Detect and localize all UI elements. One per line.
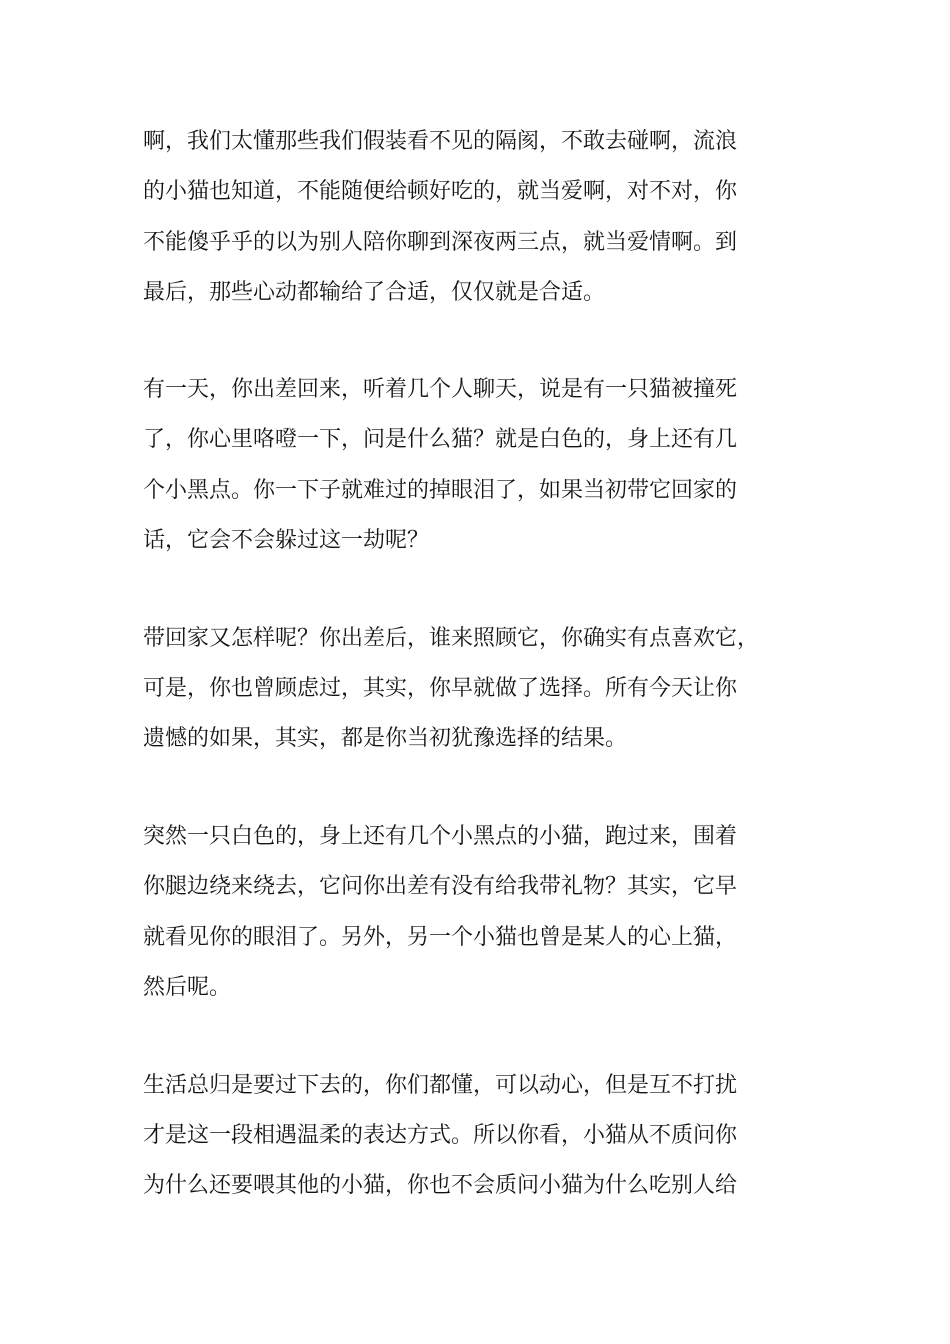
paragraph-3-line-1: 带回家又怎样呢？你出差后，谁来照顾它，你确实有点喜欢它， (143, 626, 760, 651)
paragraph-4-line-4: 然后呢。 (143, 975, 232, 1000)
paragraph-2-line-2: 了，你心里咯噔一下，问是什么猫？就是白色的，身上还有几 (143, 427, 738, 452)
paragraph-1-line-3: 不能傻乎乎的以为别人陪你聊到深夜两三点，就当爱情啊。到 (143, 230, 738, 255)
paragraph-4-line-3: 就看见你的眼泪了。另外，另一个小猫也曾是某人的心上猫， (143, 925, 738, 950)
paragraph-4-line-2: 你腿边绕来绕去，它问你出差有没有给我带礼物？其实，它早 (143, 874, 738, 899)
paragraph-3-line-3: 遗憾的如果，其实，都是你当初犹豫选择的结果。 (143, 726, 628, 751)
paragraph-1-line-4: 最后，那些心动都输给了合适，仅仅就是合适。 (143, 280, 606, 305)
paragraph-2-line-4: 话，它会不会躲过这一劫呢？ (143, 528, 430, 553)
paragraph-5-line-2: 才是这一段相遇温柔的表达方式。所以你看，小猫从不质问你 (143, 1123, 738, 1148)
paragraph-1-line-2: 的小猫也知道，不能随便给顿好吃的，就当爱啊，对不对，你 (143, 179, 738, 204)
paragraph-5-line-3: 为什么还要喂其他的小猫，你也不会质问小猫为什么吃别人给 (143, 1173, 738, 1198)
paragraph-2-line-1: 有一天，你出差回来，听着几个人聊天，说是有一只猫被撞死 (143, 377, 738, 402)
paragraph-4-line-1: 突然一只白色的，身上还有几个小黑点的小猫，跑过来，围着 (143, 824, 738, 849)
paragraph-5-line-1: 生活总归是要过下去的，你们都懂，可以动心，但是互不打扰 (143, 1073, 738, 1098)
paragraph-2-line-3: 个小黑点。你一下子就难过的掉眼泪了，如果当初带它回家的 (143, 478, 738, 503)
paragraph-1-line-1: 啊，我们太懂那些我们假装看不见的隔阂，不敢去碰啊，流浪 (143, 129, 738, 154)
paragraph-3-line-2: 可是，你也曾顾虑过，其实，你早就做了选择。所有今天让你 (143, 676, 738, 701)
